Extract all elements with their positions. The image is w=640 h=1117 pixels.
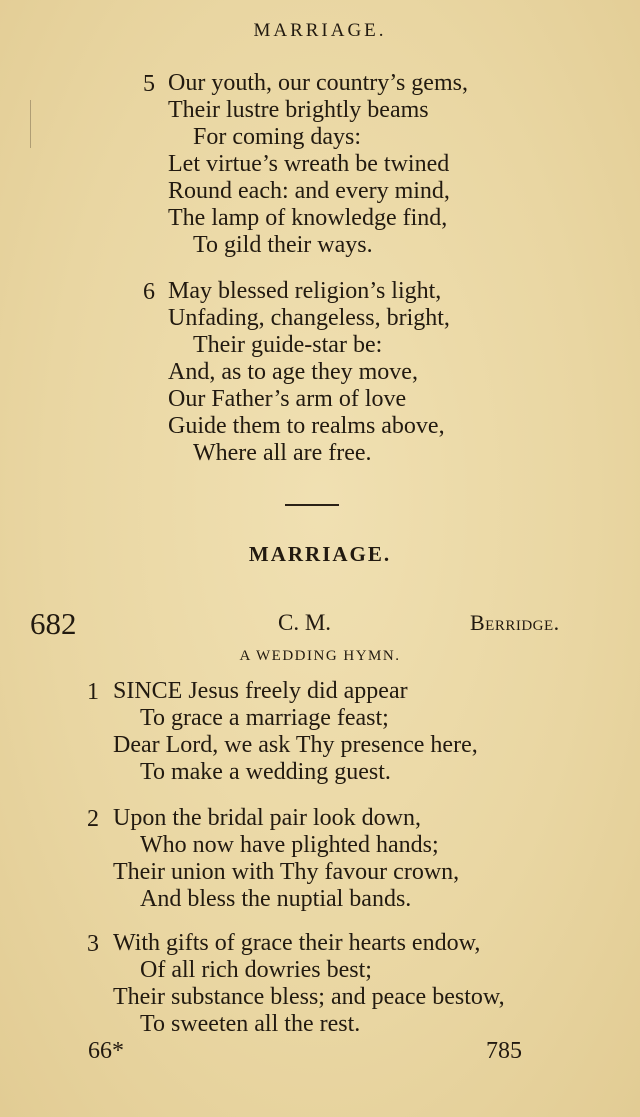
verse-line: Dear Lord, we ask Thy presence here,	[113, 732, 478, 758]
verse-number: 5	[143, 71, 155, 97]
verse-line: Their substance bless; and peace bestow,	[113, 984, 505, 1010]
verse-line: Our Father’s arm of love	[168, 386, 407, 412]
verse-line: Their union with Thy favour crown,	[113, 859, 460, 885]
verse-line: The lamp of knowledge find,	[168, 205, 448, 231]
verse-line: For coming days:	[193, 124, 361, 150]
hymn-subtitle: A WEDDING HYMN.	[239, 648, 401, 664]
margin-mark	[30, 100, 34, 148]
verse-line: Unfading, changeless, bright,	[168, 305, 450, 331]
verse-number: 1	[87, 679, 99, 705]
verse-line: Round each: and every mind,	[168, 178, 450, 204]
verse-line: Who now have plighted hands;	[140, 832, 439, 858]
verse-line: Upon the bridal pair look down,	[113, 805, 421, 831]
verse-number: 6	[143, 279, 155, 305]
verse-line: May blessed religion’s light,	[168, 278, 442, 304]
verse-line: To sweeten all the rest.	[140, 1011, 361, 1037]
verse-number: 3	[87, 931, 99, 957]
verse-line: And, as to age they move,	[168, 359, 418, 385]
hymn-tune: Berridge.	[470, 610, 560, 635]
running-head: MARRIAGE.	[253, 20, 387, 41]
page-number: 785	[486, 1038, 522, 1064]
verse-line: SINCE Jesus freely did appear	[113, 678, 408, 704]
section-title: MARRIAGE.	[248, 542, 392, 566]
verse-line: Where all are free.	[193, 440, 372, 466]
verse-line: To gild their ways.	[193, 232, 373, 258]
verse-line: Guide them to realms above,	[168, 413, 445, 439]
verse-line: Their guide-star be:	[193, 332, 383, 358]
verse-line: And bless the nuptial bands.	[140, 886, 412, 912]
signature-mark: 66*	[88, 1038, 124, 1064]
hymn-number: 682	[30, 606, 77, 641]
verse-line: Of all rich dowries best;	[140, 957, 372, 983]
verse-line: Our youth, our country’s gems,	[168, 70, 468, 96]
hymn-meter: C. M.	[278, 610, 332, 635]
verse-line: With gifts of grace their hearts endow,	[113, 930, 481, 956]
verse-line: Let virtue’s wreath be twined	[168, 151, 450, 177]
verse-line: To grace a marriage feast;	[140, 705, 389, 731]
verse-line: To make a wedding guest.	[140, 759, 391, 785]
verse-line: Their lustre brightly beams	[168, 97, 429, 123]
section-divider	[285, 504, 339, 506]
verse-number: 2	[87, 806, 99, 832]
